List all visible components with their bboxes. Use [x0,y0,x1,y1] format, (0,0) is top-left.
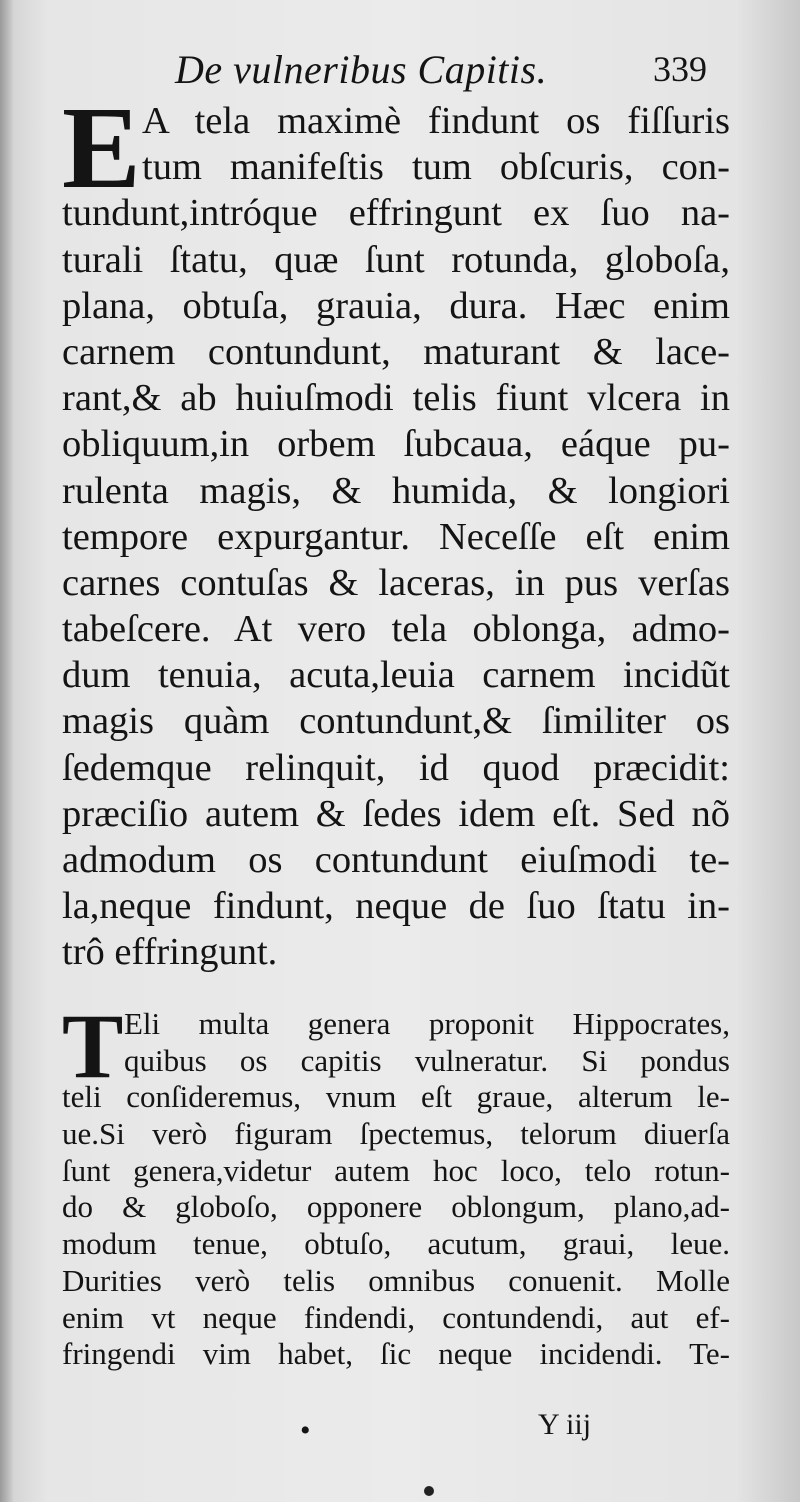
text-line: Eli multa genera proponit Hippocrates, [124,1006,730,1041]
text-line: rulenta magis, & humida, & longiori [62,469,730,512]
text-line: carnem contundunt, maturant & lace- [62,330,730,373]
paragraph-1 [62,82,730,976]
text-line: ſunt genera,videtur autem hoc loco, telo rotun- [62,1152,730,1188]
text-line: admodum os contundunt eiuſmodi te- [62,839,730,881]
running-title: De vulneribus Capitis. [175,47,548,92]
drop-cap-e: E [62,82,141,213]
signature-mark: Y iij [538,1408,592,1441]
text-line: ſedemque relinquit, id quod præcidit: [62,746,730,789]
text-line: tum manifeſtis tum obſcuris, con- [142,146,730,189]
page-gutter-shadow [0,0,14,1502]
paragraph-2 [62,995,730,1373]
text-line: modum tenue, obtuſo, acutum, graui, leue. [62,1226,730,1262]
text-line: fringendi vim habet, ſic neque incidendi. Te- [62,1336,730,1372]
text-line: Durities verò telis omnibus conuenit. Molle [62,1262,730,1298]
text-line: tundunt,intróque effringunt ex ſuo na- [62,192,730,235]
text-line: dum tenuia, acuta,leuia carnem incidũt [62,654,730,697]
text-line: do & globoſo, opponere oblongum, plano,ad- [62,1189,730,1225]
page-header [175,46,735,96]
text-line: plana, obtuſa, grauia, dura. Hæc enim [62,284,730,327]
page-number: 339 [653,49,707,89]
text-line: præciſio autem & ſedes idem eſt. Sed nõ [62,792,730,835]
text-line: trô effringunt. [62,931,278,974]
text-line: tempore expurgantur. Neceſſe eſt enim [62,515,730,558]
text-line: obliquum,in orbem ſubcaua, eáque pu- [62,423,730,466]
text-line: enim vt neque findendi, contundendi, aut ef- [62,1299,730,1335]
text-line: ue.Si verò figuram ſpectemus, telorum diuerſa [62,1116,730,1152]
ink-speck [424,1486,434,1496]
text-line: la,neque findunt, neque de ſuo ſtatu in- [62,885,730,928]
page-footer [300,1408,620,1448]
drop-cap-t: T [62,995,124,1097]
footer-dot: • [300,1414,311,1447]
text-line: quibus os capitis vulneratur. Si pondus [124,1042,730,1078]
text-line: turali ſtatu, quæ ſunt rotunda, globoſa, [62,238,730,281]
text-line: A tela maximè findunt os fiſſuris [142,100,730,142]
text-line: tabeſcere. At vero tela oblonga, admo- [62,608,730,651]
text-line: magis quàm contundunt,& ſimiliter os [62,700,730,743]
text-line: rant,& ab huiuſmodi telis fiunt vlcera in [62,377,730,420]
text-line: teli conſideremus, vnum eſt graue, alterum le- [62,1079,730,1115]
text-line: carnes contuſas & laceras, in pus verſas [62,561,730,604]
